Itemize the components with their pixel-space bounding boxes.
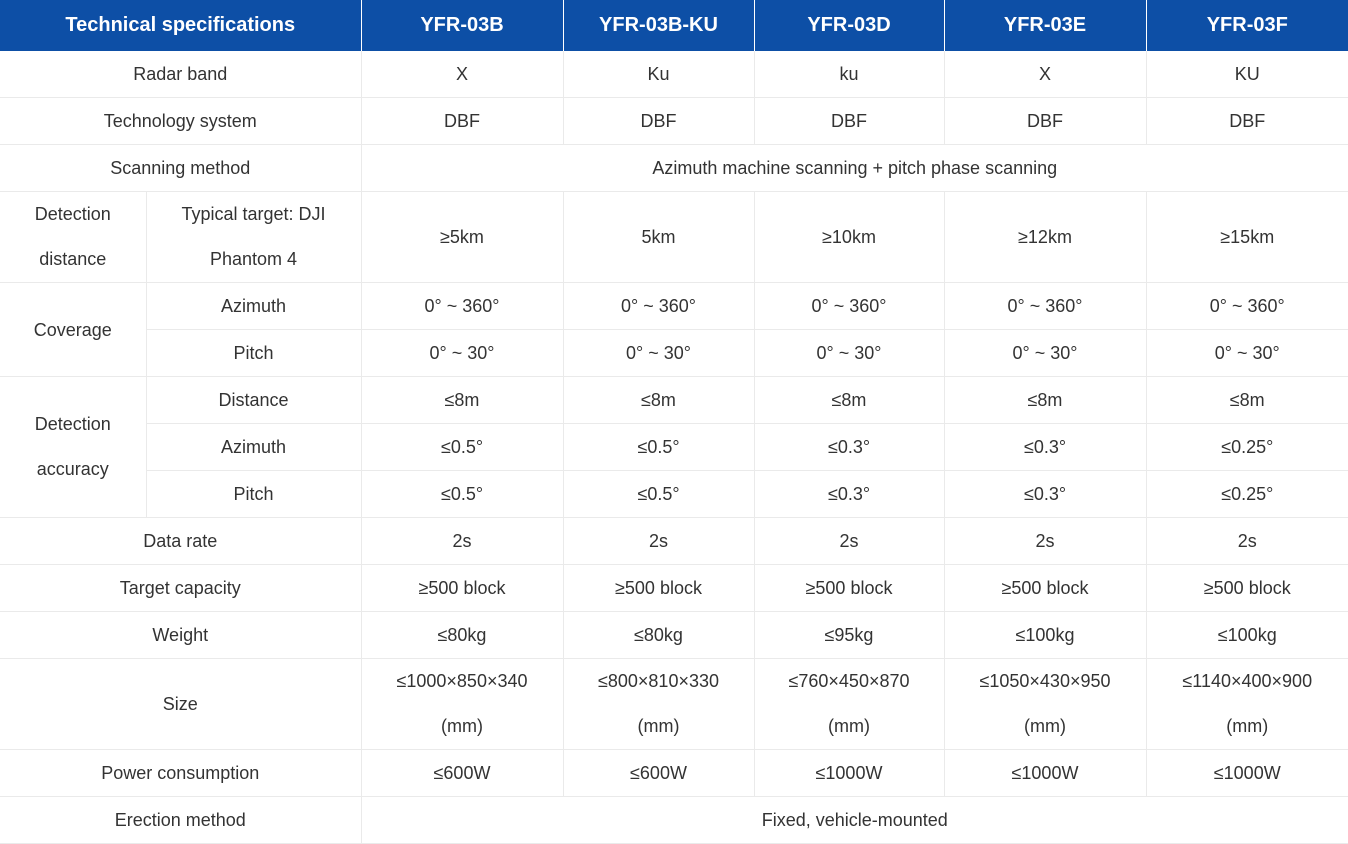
- header-model: YFR-03E: [944, 0, 1146, 51]
- row-detection-distance: [0, 192, 1348, 283]
- cell-value-merged: Azimuth machine scanning + pitch phase scanning: [361, 145, 1348, 192]
- cell-value-size: [563, 659, 754, 750]
- row-power-consumption: [0, 750, 1348, 797]
- cell-value: ≥10km: [754, 192, 944, 283]
- cell-value: ≤8m: [361, 377, 563, 424]
- cell-value: 0° ~ 30°: [563, 330, 754, 377]
- group-label-line: distance: [0, 237, 146, 282]
- cell-value: ≥500 block: [563, 565, 754, 612]
- cell-value: ≤80kg: [361, 612, 563, 659]
- cell-value: ≤600W: [361, 750, 563, 797]
- sub-label-line: Phantom 4: [147, 237, 361, 282]
- size-dimensions: ≤800×810×330: [564, 659, 754, 704]
- cell-value: ≤0.5°: [361, 471, 563, 518]
- cell-value: 2s: [1146, 518, 1348, 565]
- header-model: YFR-03B: [361, 0, 563, 51]
- cell-value: Ku: [563, 51, 754, 98]
- cell-value: ≤8m: [944, 377, 1146, 424]
- cell-value: ≥500 block: [944, 565, 1146, 612]
- cell-value: ≤0.3°: [944, 471, 1146, 518]
- cell-value: ≤0.3°: [944, 424, 1146, 471]
- row-label: Scanning method: [0, 145, 361, 192]
- row-label: Size: [0, 659, 361, 750]
- cell-value: ≤1000W: [754, 750, 944, 797]
- cell-value-size: [1146, 659, 1348, 750]
- group-label-detection-distance: [0, 192, 146, 283]
- row-accuracy-pitch: [0, 471, 1348, 518]
- cell-value: ≥15km: [1146, 192, 1348, 283]
- size-unit: (mm): [1147, 704, 1348, 749]
- row-label: Power consumption: [0, 750, 361, 797]
- header-spec-label: Technical specifications: [0, 0, 361, 51]
- size-unit: (mm): [362, 704, 563, 749]
- cell-value: 0° ~ 30°: [361, 330, 563, 377]
- row-target-capacity: [0, 565, 1348, 612]
- cell-value: DBF: [754, 98, 944, 145]
- cell-value: 2s: [361, 518, 563, 565]
- cell-value: ≤1000W: [1146, 750, 1348, 797]
- cell-value-size: [361, 659, 563, 750]
- header-model: YFR-03D: [754, 0, 944, 51]
- cell-value: ≥500 block: [361, 565, 563, 612]
- cell-value: 0° ~ 360°: [361, 283, 563, 330]
- size-dimensions: ≤1000×850×340: [362, 659, 563, 704]
- cell-value: ≤8m: [563, 377, 754, 424]
- cell-value: 0° ~ 360°: [1146, 283, 1348, 330]
- sub-label: Pitch: [146, 471, 361, 518]
- cell-value: DBF: [361, 98, 563, 145]
- row-label: Weight: [0, 612, 361, 659]
- cell-value: ≤600W: [563, 750, 754, 797]
- row-label: Technology system: [0, 98, 361, 145]
- cell-value: ≤0.25°: [1146, 424, 1348, 471]
- cell-value: ≤0.3°: [754, 471, 944, 518]
- cell-value: ≤0.25°: [1146, 471, 1348, 518]
- row-data-rate: [0, 518, 1348, 565]
- cell-value: 0° ~ 360°: [563, 283, 754, 330]
- row-size: [0, 659, 1348, 750]
- cell-value: ≤0.5°: [361, 424, 563, 471]
- cell-value: ≤1000W: [944, 750, 1146, 797]
- cell-value: 0° ~ 360°: [944, 283, 1146, 330]
- cell-value: ≤100kg: [944, 612, 1146, 659]
- cell-value: 2s: [944, 518, 1146, 565]
- sub-label: Azimuth: [146, 283, 361, 330]
- size-unit: (mm): [945, 704, 1146, 749]
- cell-value: DBF: [944, 98, 1146, 145]
- row-erection-method: [0, 797, 1348, 844]
- cell-value: 0° ~ 30°: [1146, 330, 1348, 377]
- cell-value: ≥500 block: [754, 565, 944, 612]
- cell-value: ≤80kg: [563, 612, 754, 659]
- sub-label: Azimuth: [146, 424, 361, 471]
- cell-value: 2s: [754, 518, 944, 565]
- cell-value: ku: [754, 51, 944, 98]
- cell-value: ≤0.5°: [563, 471, 754, 518]
- cell-value: ≤0.3°: [754, 424, 944, 471]
- row-coverage-pitch: [0, 330, 1348, 377]
- size-dimensions: ≤760×450×870: [755, 659, 944, 704]
- cell-value: 0° ~ 30°: [944, 330, 1146, 377]
- cell-value: X: [944, 51, 1146, 98]
- row-label: Radar band: [0, 51, 361, 98]
- header-model: YFR-03B-KU: [563, 0, 754, 51]
- header-model: YFR-03F: [1146, 0, 1348, 51]
- row-label: Target capacity: [0, 565, 361, 612]
- cell-value: X: [361, 51, 563, 98]
- row-weight: [0, 612, 1348, 659]
- row-label: Data rate: [0, 518, 361, 565]
- cell-value: DBF: [1146, 98, 1348, 145]
- size-unit: (mm): [564, 704, 754, 749]
- cell-value: 0° ~ 30°: [754, 330, 944, 377]
- cell-value: ≤8m: [754, 377, 944, 424]
- cell-value: ≥500 block: [1146, 565, 1348, 612]
- size-dimensions: ≤1050×430×950: [945, 659, 1146, 704]
- group-label-line: Detection: [0, 192, 146, 237]
- cell-value: 5km: [563, 192, 754, 283]
- cell-value: ≤100kg: [1146, 612, 1348, 659]
- row-coverage-azimuth: [0, 283, 1348, 330]
- group-label-detection-accuracy: [0, 377, 146, 518]
- header-row: [0, 0, 1348, 51]
- sub-label-typical-target: [146, 192, 361, 283]
- row-radar-band: [0, 51, 1348, 98]
- cell-value: ≤8m: [1146, 377, 1348, 424]
- cell-value: ≥12km: [944, 192, 1146, 283]
- size-unit: (mm): [755, 704, 944, 749]
- group-label-line: accuracy: [0, 447, 146, 492]
- sub-label: Pitch: [146, 330, 361, 377]
- cell-value: DBF: [563, 98, 754, 145]
- row-technology-system: [0, 98, 1348, 145]
- cell-value-size: [944, 659, 1146, 750]
- row-accuracy-distance: [0, 377, 1348, 424]
- cell-value-size: [754, 659, 944, 750]
- group-label-line: Detection: [0, 402, 146, 447]
- size-dimensions: ≤1140×400×900: [1147, 659, 1348, 704]
- cell-value: KU: [1146, 51, 1348, 98]
- row-accuracy-azimuth: [0, 424, 1348, 471]
- cell-value: ≤95kg: [754, 612, 944, 659]
- row-label: Erection method: [0, 797, 361, 844]
- sub-label-line: Typical target: DJI: [147, 192, 361, 237]
- cell-value: 0° ~ 360°: [754, 283, 944, 330]
- group-label-coverage: Coverage: [0, 283, 146, 377]
- cell-value: 2s: [563, 518, 754, 565]
- row-scanning-method: [0, 145, 1348, 192]
- cell-value: ≥5km: [361, 192, 563, 283]
- cell-value-merged: Fixed, vehicle-mounted: [361, 797, 1348, 844]
- sub-label: Distance: [146, 377, 361, 424]
- cell-value: ≤0.5°: [563, 424, 754, 471]
